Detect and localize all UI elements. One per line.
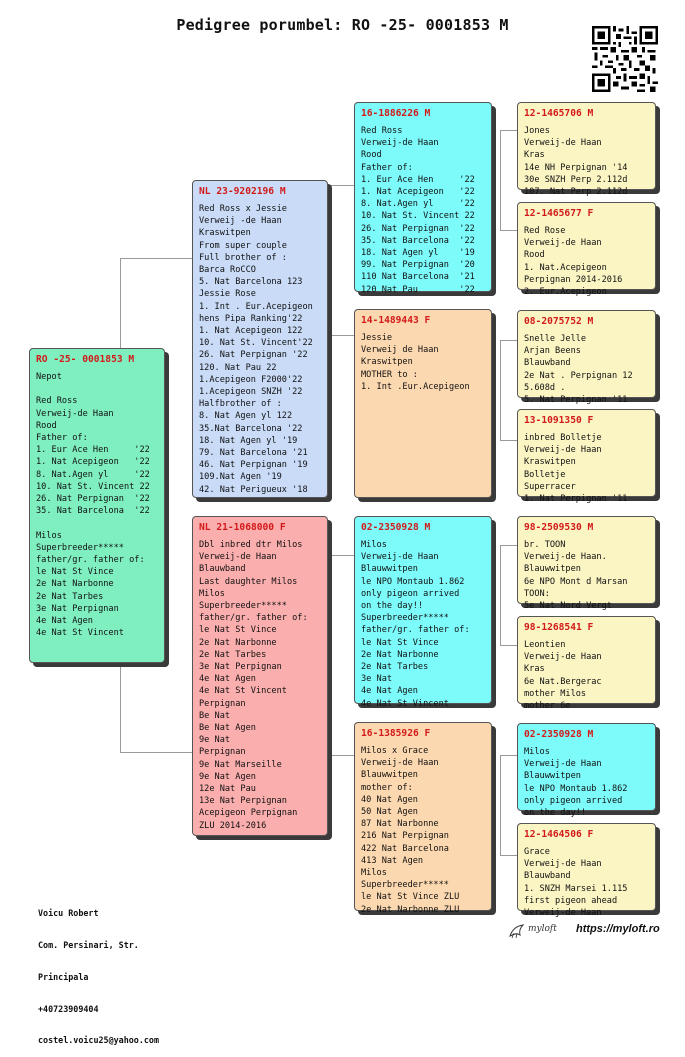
detail-line: le Nat St Vince (199, 625, 277, 636)
detail-line: Superbreeder***** (361, 613, 449, 624)
ring-number: 08-2075752 M (524, 316, 594, 327)
detail-line: 3e Nat Perpignan (36, 603, 119, 614)
detail-line: 6e Nat.Bergerac (524, 676, 602, 687)
detail-line: 2e Nat Narbonne (199, 637, 277, 648)
pigeon-card-sire-dam-sire[interactable] (517, 310, 656, 406)
pigeon-details (518, 430, 655, 505)
pigeon-card-sire-dam[interactable] (354, 309, 492, 498)
detail-line: 1. Int .Eur.Acepigeon (361, 381, 470, 392)
detail-line: br. TOON (524, 540, 566, 550)
detail-line: 413 Nat Agen (361, 855, 424, 866)
detail-line: Superbreeder***** (36, 542, 124, 553)
connector-line (500, 440, 517, 441)
detail-line: 2e Nat Tarbes (36, 591, 104, 602)
detail-line: 14e NH Perpignan '14 (524, 162, 628, 173)
ring-number: 02-2350928 M (361, 522, 431, 533)
detail-line: Verweij-de Haan (36, 408, 114, 419)
detail-line: Verweij-de Haan (361, 758, 439, 769)
pigeon-card-sire-sire-sire[interactable] (517, 102, 656, 198)
detail-line: 3e Nat Perpignan (199, 662, 282, 673)
detail-line: Verweij de Haan (361, 345, 439, 356)
ring-number: 16-1886226 M (361, 108, 431, 119)
detail-line: 4e Nat Agen (361, 686, 418, 697)
detail-line: inbred Bolletje (524, 433, 602, 443)
detail-line: 120 Nat Pau '22 (361, 284, 475, 295)
detail-line: Milos (361, 540, 387, 550)
ring-number: 13-1091350 F (524, 415, 594, 426)
detail-line: 87 Nat Narbonne (361, 819, 439, 830)
pigeon-details (518, 744, 655, 819)
detail-line: Blauwband (524, 871, 571, 882)
detail-line: 1. Nat Acepigeon '22 (36, 457, 150, 468)
detail-line: 120. Nat Pau 22 (199, 362, 277, 373)
detail-line: Jessie Rose (199, 289, 256, 300)
connector-line (120, 258, 192, 259)
detail-line: 1. Eur Ace Hen '22 (361, 174, 475, 185)
detail-line: Verweij-de Haan (524, 908, 602, 919)
detail-line: 13e Nat Perpignan (199, 796, 287, 807)
detail-line: Father of: (36, 433, 88, 444)
detail-line: Snelle Jelle (524, 334, 587, 344)
detail-line: Kraswitpen (199, 228, 251, 239)
detail-line: le Nat St Vince (36, 567, 114, 578)
detail-line: Red Rose (524, 226, 566, 236)
detail-line: Rood (524, 250, 545, 261)
detail-line: Be Nat (199, 710, 231, 721)
connector-line (500, 340, 501, 440)
detail-line: Red Ross (36, 396, 78, 407)
detail-line: Verweij-de Haan (361, 552, 439, 563)
connector-line (330, 185, 354, 186)
detail-line: 8. Nat Agen yl 122 (199, 411, 293, 422)
ring-number: 98-1268541 F (524, 622, 594, 633)
detail-line: Blauwwitpen (524, 771, 581, 782)
detail-line: Full brother of : (199, 252, 287, 263)
detail-line: 1. Eur Ace Hen '22 (36, 445, 150, 456)
pigeon-details (355, 330, 491, 393)
detail-line: Verweij-de Haan (524, 138, 602, 149)
detail-line: 2e Nat Tarbes (199, 649, 267, 660)
pigeon-details (518, 123, 655, 198)
detail-line: 26. Nat Perpignan '22 (361, 223, 475, 234)
pigeon-card-sire-dam-dam[interactable] (517, 409, 656, 505)
pigeon-card-dam-dam-dam[interactable] (517, 823, 656, 919)
detail-line: 10. Nat St. Vincent 22 (36, 481, 150, 492)
detail-line: 99. Nat Perpignan '20 (361, 260, 475, 271)
connector-line (330, 555, 354, 556)
detail-line: Jones (524, 126, 550, 136)
qr-code-icon (592, 26, 658, 92)
ring-number: RO -25- 0001853 M (36, 354, 135, 365)
pigeon-details (518, 223, 655, 298)
detail-line: 2e Nat Narbonne ZLU (361, 904, 460, 915)
detail-line: 4e Nat Agen (199, 674, 256, 685)
detail-line: 110 Nat Barcelona '21 (361, 272, 475, 283)
detail-line: 216 Nat Perpignan (361, 831, 449, 842)
detail-line: 1. Nat Perpignan '11 (524, 494, 628, 505)
detail-line: 35. Nat Barcelona '22 (36, 506, 150, 517)
pigeon-details (355, 123, 491, 296)
detail-line: Leontien (524, 640, 566, 650)
detail-line: 5.608d . (524, 382, 566, 393)
detail-line: le NPO Montaub 1.862 (524, 783, 628, 794)
detail-line: Blauwwitpen (361, 770, 418, 781)
detail-line: on the day!! (361, 601, 424, 612)
detail-line: 18. Nat Agen yl '19 (361, 248, 475, 259)
detail-line: 2e Nat Narbonne (36, 579, 114, 590)
detail-line: 9e Nat Agen (199, 771, 256, 782)
myloft-pigeon-logo-icon (508, 922, 526, 940)
detail-line: 1. Nat.Acepigeon (524, 262, 607, 273)
detail-line: 50 Nat Agen (361, 807, 418, 818)
ring-number: 98-2509530 M (524, 522, 594, 533)
detail-line: on the day!! (524, 808, 587, 819)
pigeon-details (518, 637, 655, 712)
connector-line (500, 755, 517, 756)
detail-line: Halfbrother of : (199, 399, 282, 410)
detail-line: 4e Nat Agen (36, 616, 93, 627)
pigeon-card-dam-sire-dam[interactable] (517, 616, 656, 712)
pigeon-details (518, 331, 655, 406)
detail-line: Superbreeder***** (199, 601, 287, 612)
detail-line: 1. Int . Eur.Acepigeon (199, 301, 313, 312)
owner-address-line: Principala (38, 971, 89, 982)
connector-line (500, 230, 517, 231)
detail-line: Superbreeder***** (361, 880, 449, 891)
pigeon-details (193, 201, 327, 496)
connector-line (330, 185, 331, 335)
connector-line (330, 555, 331, 755)
detail-line: 5e Nat Nord Vergt (524, 601, 612, 612)
detail-line: Verweij-de Haan (524, 445, 602, 456)
detail-line: 9e Nat (199, 735, 231, 746)
connector-line (500, 645, 517, 646)
detail-line: 26. Nat Perpignan '22 (199, 350, 308, 361)
detail-line: first pigeon ahead (524, 895, 618, 906)
detail-line: 8. Nat.Agen yl '22 (36, 469, 150, 480)
brand-url-link[interactable]: https://myloft.ro (576, 923, 660, 935)
detail-line: Last daughter Milos (199, 576, 298, 587)
detail-line: Verweij-de Haan (524, 652, 602, 663)
pigeon-card-sire[interactable] (192, 180, 328, 498)
detail-line: 10. Nat St. Vincent 22 (361, 211, 475, 222)
detail-line: Nepot (36, 372, 62, 382)
detail-line: Verweij-de Haan (524, 759, 602, 770)
detail-line: Bolletje (524, 469, 566, 480)
detail-line: 3e Nat (361, 674, 393, 685)
detail-line: 422 Nat Barcelona (361, 843, 449, 854)
pigeon-details (193, 537, 327, 832)
detail-line: Rood (361, 150, 382, 161)
detail-line: Blauwband (524, 358, 571, 369)
connector-line (330, 335, 354, 336)
ring-number: 16-1385926 F (361, 728, 431, 739)
detail-line: Verweij-de Haan. (524, 552, 607, 563)
detail-line: Verweij-de Haan (524, 859, 602, 870)
pigeon-details (355, 743, 491, 916)
detail-line: 2e Nat Narbonne (361, 649, 439, 660)
pigeon-details (30, 369, 164, 639)
pigeon-details (355, 537, 491, 710)
detail-line: Kraswitpen (524, 457, 576, 468)
detail-line: 35. Nat Barcelona '22 (361, 235, 475, 246)
owner-contact (38, 887, 159, 1057)
detail-line: hens Pipa Ranking'22 (199, 313, 303, 324)
detail-line: 35.Nat Barcelona '22 (199, 423, 303, 434)
brand-logo-text: myloft (528, 924, 557, 934)
detail-line: 40 Nat Agen (361, 794, 418, 805)
detail-line: Verweij -de Haan (199, 216, 282, 227)
owner-phone: +40723909404 (38, 1003, 99, 1014)
ring-number: NL 23-9202196 M (199, 186, 286, 197)
detail-line: Acepigeon Perpignan (199, 808, 298, 819)
pigeon-card-sire-sire[interactable] (354, 102, 492, 295)
detail-line: 9e Nat Marseille (199, 759, 282, 770)
owner-email[interactable]: costel.voicu25@yahoo.com (38, 1035, 160, 1046)
detail-line: Milos (524, 747, 550, 757)
owner-address-line: Com. Persinari, Str. (38, 939, 139, 950)
detail-line: 12e Nat Pau (199, 784, 256, 795)
detail-line: 26. Nat Perpignan '22 (36, 494, 150, 505)
detail-line: 107. Nat Perp 2.112d (524, 187, 628, 198)
connector-line (120, 258, 121, 350)
connector-line (500, 545, 501, 645)
connector-line (120, 752, 192, 753)
detail-line: 79. Nat Barcelona '21 (199, 448, 308, 459)
detail-line: father/gr. father of: (36, 555, 145, 566)
pigeon-card-sire-sire-dam[interactable] (517, 202, 656, 298)
connector-line (120, 660, 121, 752)
pigeon-card-dam[interactable] (192, 516, 328, 836)
pigeon-card-dam-dam-sire[interactable] (517, 723, 656, 819)
detail-line: father/gr. father of: (361, 625, 470, 636)
detail-line: Grace (524, 847, 550, 857)
detail-line: Verweij-de Haan (199, 552, 277, 563)
detail-line: Milos (199, 588, 225, 599)
detail-line: 18. Nat Agen yl '19 (199, 435, 298, 446)
detail-line: Verweij-de Haan (361, 138, 439, 149)
detail-line: Dbl inbred dtr Milos (199, 540, 303, 550)
detail-line: 4e Nat St Vincent (199, 686, 287, 697)
detail-line: father/gr. father of: (199, 613, 308, 624)
detail-line: Father of: (361, 162, 413, 173)
detail-line: Perpignan (199, 747, 246, 758)
detail-line: Blauwwitpen (524, 564, 581, 575)
detail-line: 46. Nat Perpignan '19 (199, 460, 308, 471)
detail-line: Verweij-de Haan (524, 238, 602, 249)
detail-line: Kras (524, 150, 545, 161)
detail-line: 109.Nat Agen '19 (199, 472, 282, 483)
ring-number: 14-1489443 F (361, 315, 431, 326)
detail-line: Perpignan (199, 698, 246, 709)
detail-line: only pigeon arrived (361, 588, 460, 599)
detail-line (36, 383, 158, 395)
detail-line: mother 6e (524, 701, 571, 712)
detail-line: 8. Nat.Agen yl '22 (361, 199, 475, 210)
ring-number: 12-1465677 F (524, 208, 594, 219)
detail-line: Milos x Grace (361, 746, 429, 756)
detail-line: 1.Acepigeon F2000'22 (199, 374, 303, 385)
detail-line: mother of: (361, 782, 413, 793)
detail-line: Red Ross x Jessie (199, 204, 287, 214)
detail-line: From super couple (199, 240, 287, 251)
detail-line: Rood (36, 420, 57, 431)
brand-footer (508, 922, 658, 940)
detail-line: ZLU 2014-2016 (199, 820, 267, 831)
detail-line: Blauwband (199, 564, 246, 575)
detail-line: 6e NPO Mont d Marsan (524, 576, 628, 587)
detail-line: 42. Nat Perigueux '18 (199, 484, 308, 495)
detail-line: 5. Nat Barcelona 123 (199, 277, 303, 288)
page-title: Pedigree porumbel: RO -25- 0001853 M (176, 16, 509, 34)
detail-line: 1. SNZH Marsei 1.115 (524, 883, 628, 894)
ring-number: 12-1465706 M (524, 108, 594, 119)
pigeon-card-dam-dam[interactable] (354, 722, 492, 915)
pigeon-details (518, 537, 655, 612)
detail-line: le Nat St Vince (361, 637, 439, 648)
detail-line: Kras (524, 664, 545, 675)
detail-line: Blauwwitpen (361, 564, 418, 575)
connector-line (500, 130, 501, 230)
detail-line: Be Nat Agen (199, 723, 256, 734)
detail-line: 5. Nat Perpignan '11 (524, 395, 628, 406)
connector-line (500, 545, 517, 546)
pigeon-card-dam-sire-sire[interactable] (517, 516, 656, 612)
ring-number: NL 21-1068000 F (199, 522, 286, 533)
connector-line (330, 755, 354, 756)
detail-line: only pigeon arrived (524, 795, 623, 806)
detail-line: 4e Nat St Vincent (36, 628, 124, 639)
ring-number: 12-1464506 F (524, 829, 594, 840)
detail-line: 1.Acepigeon SNZH '22 (199, 387, 303, 398)
detail-line: 2e Nat Tarbes (361, 662, 429, 673)
detail-line: TOON: (524, 588, 550, 599)
connector-line (500, 755, 501, 855)
pigeon-card-dam-sire[interactable] (354, 516, 492, 709)
detail-line: Kraswitpen (361, 357, 413, 368)
pigeon-details (518, 844, 655, 919)
detail-line: Jessie (361, 333, 393, 343)
detail-line: 2. Eur.Acepigeon (524, 287, 607, 298)
detail-line: Superracer (524, 481, 576, 492)
detail-line (36, 517, 158, 529)
detail-line: 30e SNZH Perp 2.112d (524, 174, 628, 185)
detail-line: mother Milos (524, 688, 587, 699)
detail-line: 4e Nat St Vincent (361, 698, 449, 709)
ring-number: 02-2350928 M (524, 729, 594, 740)
pigeon-card-subject[interactable] (29, 348, 165, 663)
detail-line: 1. Nat Acepigeon '22 (361, 187, 475, 198)
detail-line: 10. Nat St. Vincent'22 (199, 338, 313, 349)
detail-line: Milos (36, 530, 62, 541)
detail-line: 2e Nat . Perpignan 12 (524, 370, 633, 381)
detail-line: MOTHER to : (361, 369, 418, 380)
detail-line: le NPO Montaub 1.862 (361, 576, 465, 587)
owner-name: Voicu Robert (38, 908, 99, 919)
detail-line: 1. Nat Acepigeon 122 (199, 326, 303, 337)
connector-line (500, 855, 517, 856)
detail-line: Perpignan 2014-2016 (524, 274, 623, 285)
detail-line: Red Ross (361, 126, 403, 136)
connector-line (500, 340, 517, 341)
detail-line: le Nat St Vince ZLU (361, 892, 460, 903)
connector-line (500, 130, 517, 131)
detail-line: Milos (361, 868, 387, 879)
detail-line: Barca RoCCO (199, 265, 256, 276)
detail-line: Arjan Beens (524, 346, 581, 357)
